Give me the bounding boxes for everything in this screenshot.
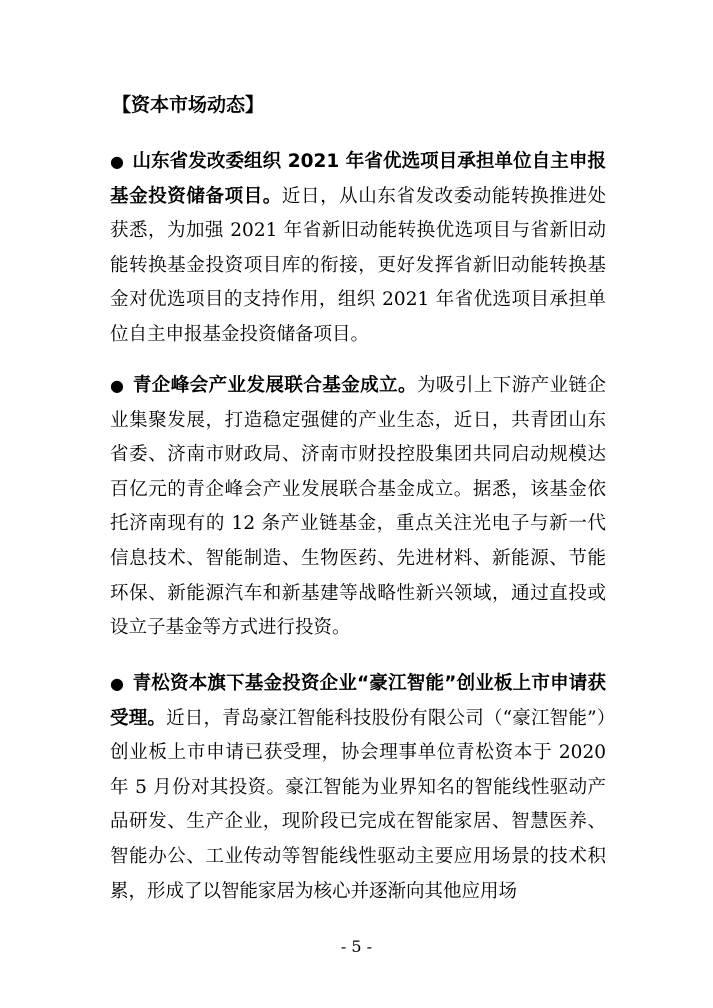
bullet-icon: ● bbox=[110, 674, 124, 693]
news-item-haojiang-ipo bbox=[110, 667, 606, 909]
bullet-icon: ● bbox=[110, 152, 124, 171]
news-item-qingqi-summit-fund bbox=[110, 369, 606, 646]
news-item-lead: 青松资本旗下基金投资企业“豪江智能”创业板上市申请获受理。 bbox=[110, 673, 606, 729]
news-item-shandong-drc bbox=[110, 145, 606, 353]
page-number: - 5 - bbox=[340, 937, 373, 956]
news-item-lead: 青企峰会产业发展联合基金成立。 bbox=[132, 375, 417, 396]
news-item-body: 近日，从山东省发改委动能转换推进处获悉，为加强 2021 年省新旧动能转换优选项目与省新旧动能转换基金投资项目库的衔接，更好发挥省新旧动能转换基金对优选项目的支持作用，组织 2021 年省优选项目承担单位自主申报基金投资储备项目。 bbox=[110, 185, 606, 345]
news-item-body: 近日，青岛豪江智能科技股份有限公司（“豪江智能”）创业板上市申请已获受理，协会理事单位青松资本于 2020 年 5 月份对其投资。豪江智能为业界知名的智能线性驱动产品研发、生产企业，现阶段已完成在智能家居、智慧医养、智能办公、工业传动等智能线性驱动主要应用场景的技术积累，形成了以智能家居为核心并逐渐向其他应用场 bbox=[110, 707, 606, 902]
bullet-icon: ● bbox=[110, 376, 124, 395]
section-heading: 【资本市场动态】 bbox=[112, 94, 265, 116]
news-item-lead: 山东省发改委组织 2021 年省优选项目承担单位自主申报基金投资储备项目。 bbox=[110, 151, 606, 207]
news-item-body: 为吸引上下游产业链企业集聚发展，打造稳定强健的产业生态，近日，共青团山东省委、济南市财政局、济南市财投控股集团共同启动规模达百亿元的青企峰会产业发展联合基金成立。据悉，该基金依托济南现有的 12 条产业链基金，重点关注光电子与新一代信息技术、智能制造、生物医药、先进材料、新能源、节能环保、新能源汽车和新基建等战略性新兴领域，通过直投或设立子基金等方式进行投资。 bbox=[110, 375, 606, 639]
